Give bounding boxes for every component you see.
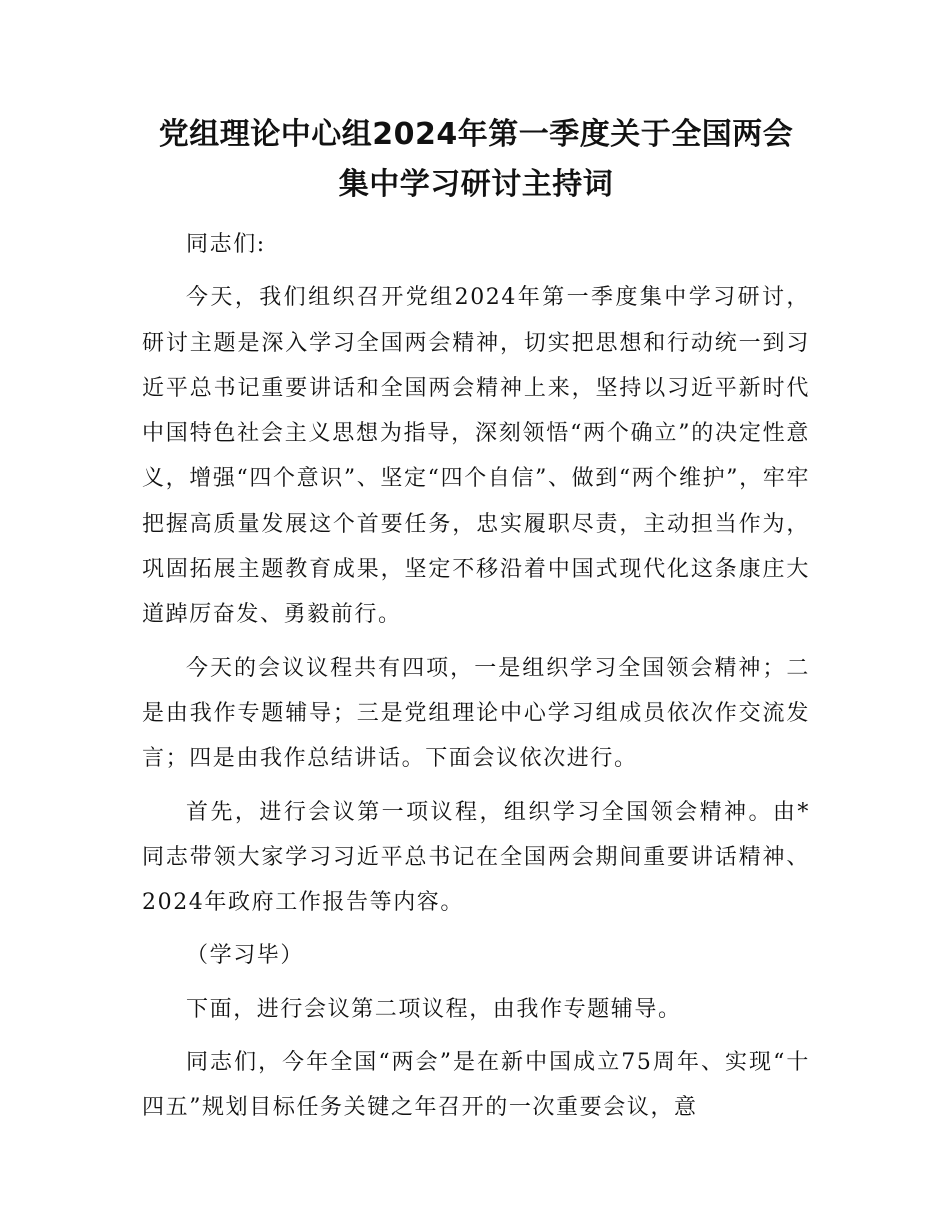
body-paragraph: 首先，进行会议第一项议程，组织学习全国领会精神。由*同志带领大家学习习近平总书记在全国两会期间重要讲话精神、2024年政府工作报告等内容。 — [142, 799, 810, 916]
body-paragraph: 今天，我们组织召开党组2024年第一季度集中学习研讨，研讨主题是深入学习全国两会精神，切实把思想和行动统一到习近平总书记重要讲话和全国两会精神上来，坚持以习近平新时代中国特色社会主义思想为指导，深刻领悟“两个确立”的决定性意义，增强“四个意识”、坚定“四个自信”、做到“两个维护”，牢牢把握高质量发展这个首要任务，忠实履职尽责，主动担当作为，巩固拓展主题教育成果，坚定不移沿着中国式现代化这条康庄大道踔厉奋发、勇毅前行。 — [142, 285, 810, 628]
title-line-2: 集中学习研讨主持词 — [338, 167, 614, 202]
document-title — [142, 110, 810, 210]
body-paragraph: 今天的会议议程共有四项，一是组织学习全国领会精神；二是由我作专题辅导；三是党组理论中心学习组成员依次作交流发言；四是由我作总结讲话。下面会议依次进行。 — [142, 655, 810, 772]
body-paragraph: （学习毕） — [186, 943, 305, 969]
greeting-paragraph: 同志们: — [186, 232, 266, 257]
body-paragraph: 同志们，今年全国“两会”是在新中国成立75周年、实现“十四五”规划目标任务关键之年召开的一次重要会议，意 — [142, 1050, 810, 1121]
document-body — [142, 222, 810, 1131]
body-paragraph: 下面，进行会议第二项议程，由我作专题辅导。 — [186, 996, 682, 1022]
title-line-1: 党组理论中心组2024年第一季度关于全国两会 — [158, 117, 794, 152]
document-page — [142, 110, 810, 1139]
